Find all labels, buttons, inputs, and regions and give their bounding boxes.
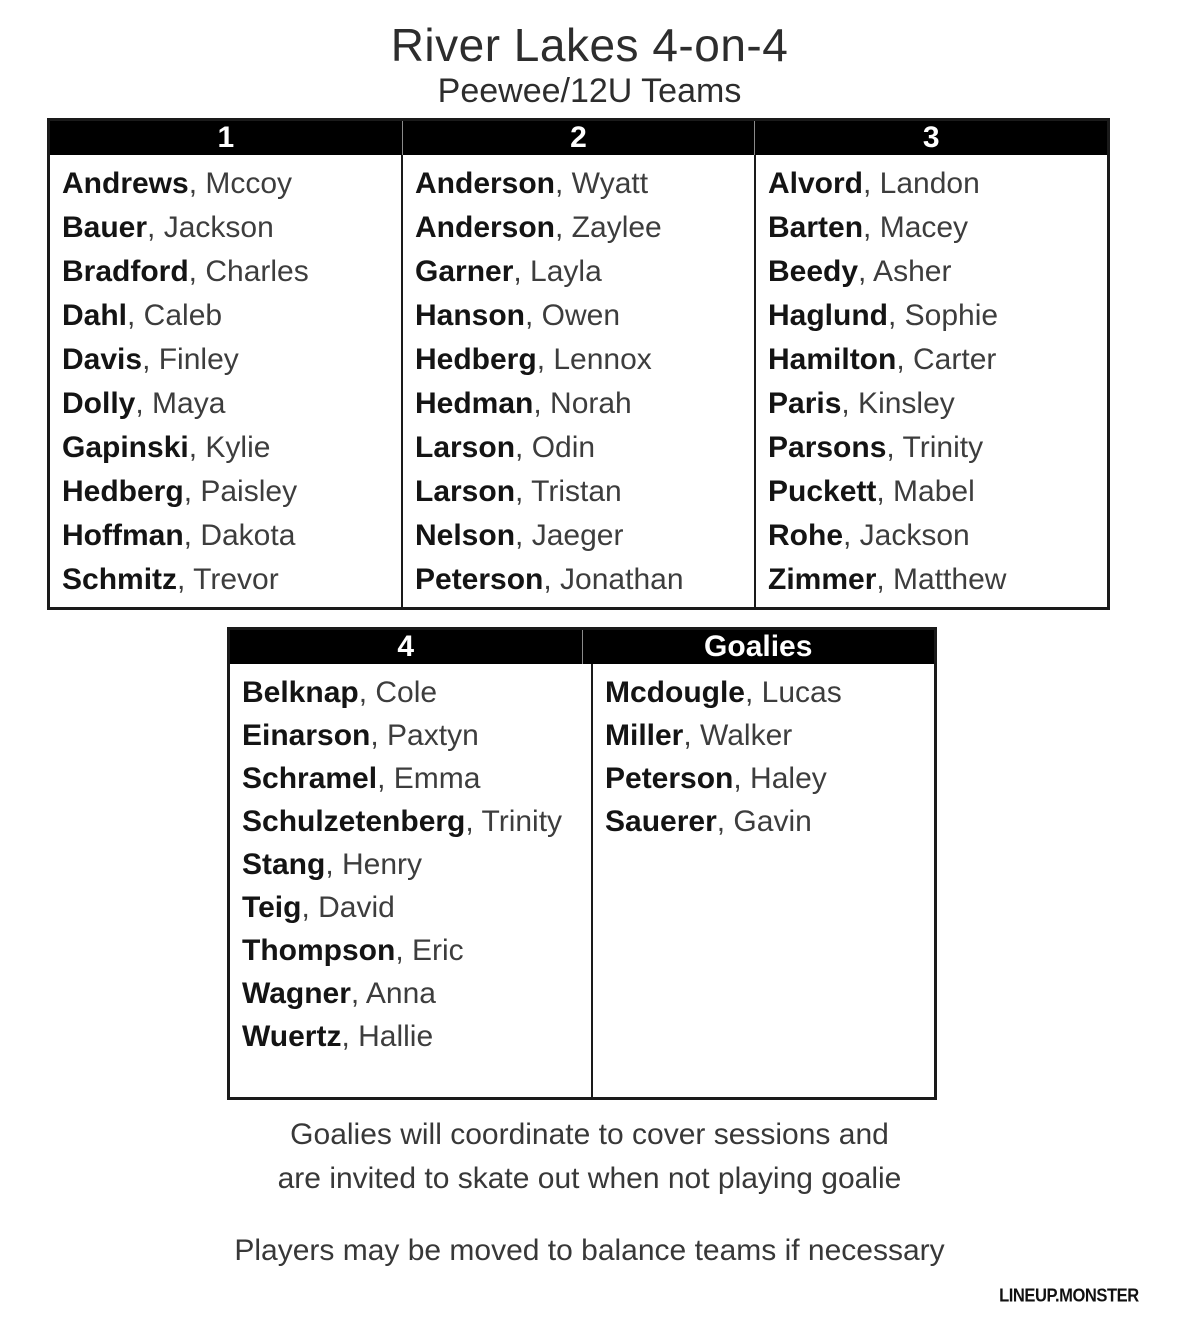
player-last-name: Hamilton: [768, 343, 897, 376]
player-first-name: , Paisley: [183, 475, 298, 508]
player-first-name: , Tristan: [515, 475, 622, 508]
player-first-name: , Jonathan: [543, 563, 684, 596]
player-last-name: Rohe: [768, 519, 843, 552]
player-row: [62, 558, 395, 602]
player-first-name: , Jaeger: [515, 519, 624, 552]
player-row: [62, 426, 395, 470]
player-first-name: , Carter: [896, 343, 997, 376]
player-first-name: , Layla: [513, 255, 602, 288]
player-row: [768, 294, 1101, 338]
player-last-name: Puckett: [768, 475, 877, 508]
player-row: [768, 250, 1101, 294]
player-first-name: , Trinity: [886, 431, 984, 464]
player-last-name: Peterson: [415, 563, 544, 596]
player-row: [242, 800, 565, 843]
player-first-name: , Macey: [863, 211, 969, 244]
player-last-name: Peterson: [605, 762, 734, 795]
player-row: [415, 514, 748, 558]
player-first-name: , Trinity: [465, 805, 563, 838]
player-first-name: , Eric: [395, 934, 464, 967]
player-row: [415, 382, 748, 426]
player-first-name: , David: [301, 891, 395, 924]
player-row: [768, 382, 1101, 426]
goalies-note: [0, 1113, 1179, 1201]
player-last-name: Schulzetenberg: [242, 805, 466, 838]
player-row: [605, 714, 928, 757]
player-last-name: Parsons: [768, 431, 887, 464]
player-row: [415, 426, 748, 470]
player-last-name: Davis: [62, 343, 143, 376]
player-last-name: Barten: [768, 211, 864, 244]
team-4-goalies-body: [230, 664, 934, 1097]
player-first-name: , Cole: [358, 676, 438, 709]
player-first-name: , Henry: [325, 848, 423, 881]
player-row: [415, 470, 748, 514]
player-last-name: Paris: [768, 387, 842, 420]
player-last-name: Nelson: [415, 519, 516, 552]
player-last-name: Beedy: [768, 255, 859, 288]
player-row: [605, 757, 928, 800]
player-row: [62, 294, 395, 338]
player-first-name: , Charles: [188, 255, 309, 288]
teams-1-2-3-table: [47, 118, 1110, 610]
goalies-note-line-1: Goalies will coordinate to cover sessions and: [290, 1118, 889, 1151]
player-row: [415, 558, 748, 602]
player-first-name: , Matthew: [876, 563, 1007, 596]
player-row: [768, 470, 1101, 514]
player-first-name: , Mabel: [876, 475, 975, 508]
player-last-name: Haglund: [768, 299, 888, 332]
player-first-name: , Mccoy: [188, 167, 293, 200]
team-4-roster: [230, 664, 591, 1097]
player-first-name: , Lucas: [745, 676, 842, 709]
player-row: [242, 757, 565, 800]
player-last-name: Hanson: [415, 299, 526, 332]
player-row: [62, 514, 395, 558]
goalies-note-line-2: are invited to skate out when not playing goalie: [277, 1162, 902, 1195]
player-first-name: , Caleb: [127, 299, 223, 332]
player-row: [415, 294, 748, 338]
player-last-name: Miller: [605, 719, 684, 752]
player-first-name: , Paxtyn: [370, 719, 479, 752]
player-last-name: Hedberg: [415, 343, 537, 376]
team-4-goalies-header-row: [230, 630, 934, 664]
player-row: [62, 338, 395, 382]
player-first-name: , Kinsley: [841, 387, 955, 420]
player-first-name: , Zaylee: [555, 211, 662, 244]
player-last-name: Schmitz: [62, 563, 178, 596]
player-row: [242, 671, 565, 714]
player-last-name: Wagner: [242, 977, 351, 1010]
player-row: [242, 929, 565, 972]
player-last-name: Schramel: [242, 762, 378, 795]
player-last-name: Thompson: [242, 934, 396, 967]
player-row: [415, 162, 748, 206]
player-last-name: Andrews: [62, 167, 189, 200]
player-last-name: Hedman: [415, 387, 534, 420]
team-2-header: 2: [402, 121, 755, 155]
player-last-name: Garner: [415, 255, 514, 288]
player-first-name: , Jackson: [147, 211, 274, 244]
player-last-name: Bradford: [62, 255, 189, 288]
player-first-name: , Finley: [142, 343, 239, 376]
player-row: [242, 714, 565, 757]
player-first-name: , Anna: [350, 977, 436, 1010]
player-last-name: Dolly: [62, 387, 136, 420]
teams-1-2-3-body: [50, 155, 1107, 607]
player-row: [62, 382, 395, 426]
player-first-name: , Walker: [683, 719, 793, 752]
player-first-name: , Sophie: [888, 299, 999, 332]
player-row: [605, 800, 928, 843]
player-first-name: , Kylie: [188, 431, 271, 464]
player-row: [242, 972, 565, 1015]
player-row: [768, 514, 1101, 558]
page-title: River Lakes 4-on-4: [390, 19, 789, 71]
player-row: [62, 162, 395, 206]
player-last-name: Dahl: [62, 299, 128, 332]
player-row: [242, 843, 565, 886]
watermark-logo: LINEUP.MONSTER: [999, 1284, 1139, 1306]
player-last-name: Sauerer: [605, 805, 717, 838]
page-subtitle: Peewee/12U Teams: [437, 72, 742, 110]
player-row: [768, 162, 1101, 206]
player-first-name: , Asher: [858, 255, 952, 288]
player-row: [242, 1015, 565, 1058]
goalies-roster: [591, 664, 934, 1097]
player-first-name: , Jackson: [843, 519, 970, 552]
player-last-name: Alvord: [768, 167, 864, 200]
player-first-name: , Odin: [515, 431, 596, 464]
player-first-name: , Norah: [533, 387, 632, 420]
player-last-name: Anderson: [415, 211, 556, 244]
player-last-name: Bauer: [62, 211, 148, 244]
team-1-header: 1: [217, 121, 235, 154]
player-row: [415, 338, 748, 382]
player-last-name: Einarson: [242, 719, 371, 752]
balance-note: Players may be moved to balance teams if necessary: [234, 1234, 945, 1267]
team-4-goalies-table: [227, 627, 937, 1100]
player-last-name: Stang: [242, 848, 326, 881]
player-last-name: Gapinski: [62, 431, 189, 464]
player-last-name: Anderson: [415, 167, 556, 200]
player-first-name: , Emma: [377, 762, 481, 795]
team-2-roster: [401, 155, 754, 607]
team-4-header: 4: [397, 630, 415, 663]
player-first-name: , Lennox: [536, 343, 652, 376]
team-1-roster: [50, 155, 401, 607]
player-row: [415, 206, 748, 250]
player-last-name: Wuertz: [242, 1020, 342, 1053]
player-first-name: , Gavin: [716, 805, 812, 838]
player-first-name: , Owen: [525, 299, 621, 332]
player-row: [62, 250, 395, 294]
player-first-name: , Haley: [733, 762, 827, 795]
player-row: [768, 558, 1101, 602]
player-first-name: , Wyatt: [555, 167, 649, 200]
player-last-name: Mcdougle: [605, 676, 745, 709]
player-row: [768, 426, 1101, 470]
player-row: [62, 206, 395, 250]
player-row: [768, 338, 1101, 382]
goalies-header: Goalies: [582, 630, 935, 664]
player-last-name: Teig: [242, 891, 302, 924]
player-row: [768, 206, 1101, 250]
player-first-name: , Landon: [863, 167, 980, 200]
player-last-name: Larson: [415, 475, 516, 508]
player-first-name: , Hallie: [341, 1020, 434, 1053]
player-first-name: , Trevor: [177, 563, 279, 596]
teams-1-2-3-header-row: [50, 121, 1107, 155]
player-row: [415, 250, 748, 294]
player-row: [605, 671, 928, 714]
player-row: [62, 470, 395, 514]
player-first-name: , Dakota: [183, 519, 296, 552]
player-last-name: Hoffman: [62, 519, 184, 552]
team-3-roster: [754, 155, 1107, 607]
player-last-name: Belknap: [242, 676, 359, 709]
player-last-name: Hedberg: [62, 475, 184, 508]
player-row: [242, 886, 565, 929]
team-3-header: 3: [754, 121, 1107, 155]
player-first-name: , Maya: [135, 387, 226, 420]
player-last-name: Zimmer: [768, 563, 877, 596]
player-last-name: Larson: [415, 431, 516, 464]
